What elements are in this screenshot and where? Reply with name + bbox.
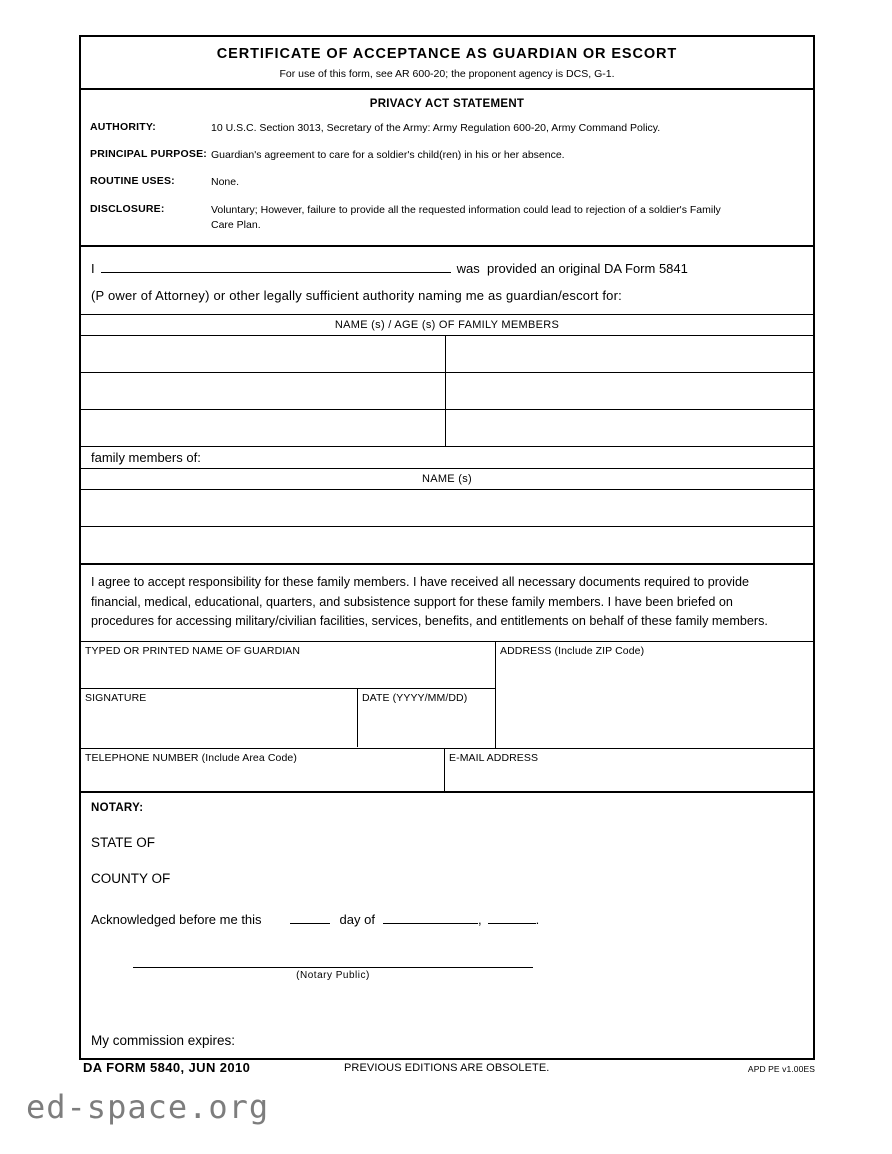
guardian-name-field[interactable] bbox=[81, 642, 495, 689]
table-row bbox=[81, 410, 813, 447]
statement-lead: I bbox=[91, 261, 95, 277]
signature-label: SIGNATURE bbox=[85, 691, 147, 704]
privacy-label-principal-purpose: PRINCIPAL PURPOSE: bbox=[90, 148, 207, 161]
notary-day-input[interactable] bbox=[290, 910, 330, 924]
soldier-name-cell-1[interactable] bbox=[81, 490, 813, 527]
footer-apd-version: APD PE v1.00ES bbox=[747, 1064, 815, 1074]
notary-ack-lead: Acknowledged before me this bbox=[91, 912, 262, 928]
agreement-paragraph: I agree to accept responsibility for these family members. I have received all necessary documents required to provide financial, medical, educational, quarters, and subsistence support for these family members. I have been briefed on procedures for accessing military/civilian facilities, services, benefits, and entitlements on behalf of these family members. bbox=[91, 575, 768, 629]
table-row bbox=[81, 336, 813, 373]
footer-form-id: DA FORM 5840, JUN 2010 bbox=[83, 1060, 251, 1075]
notary-ack-comma: , bbox=[477, 912, 482, 928]
privacy-value-principal-purpose: Guardian's agreement to care for a soldier's child(ren) in his or her absence. bbox=[211, 149, 565, 162]
privacy-act-heading: PRIVACY ACT STATEMENT bbox=[369, 97, 525, 110]
notary-ack-day-label: day of bbox=[339, 912, 375, 928]
signature-field[interactable] bbox=[81, 689, 358, 747]
privacy-label-disclosure: DISCLOSURE: bbox=[90, 202, 165, 215]
privacy-label-routine-uses: ROUTINE USES: bbox=[90, 175, 175, 188]
agreement-section bbox=[81, 565, 813, 642]
form-title: CERTIFICATE OF ACCEPTANCE AS GUARDIAN OR ESCORT bbox=[216, 46, 678, 62]
statement-section bbox=[81, 247, 813, 315]
family-member-name-cell-2[interactable] bbox=[81, 373, 446, 409]
guardian-name-fill-input[interactable] bbox=[101, 258, 451, 273]
da-form-5840-sheet bbox=[79, 35, 815, 1060]
signature-left-column bbox=[81, 642, 496, 749]
notary-ack-period: . bbox=[535, 912, 540, 928]
privacy-row-authority bbox=[81, 121, 813, 136]
family-member-name-cell-1[interactable] bbox=[81, 336, 446, 372]
privacy-row-disclosure bbox=[81, 203, 813, 233]
signature-right-column bbox=[496, 642, 813, 749]
family-members-of-label: family members of: bbox=[81, 447, 813, 469]
family-members-column-header: NAME (s) / AGE (s) OF FAMILY MEMBERS bbox=[81, 315, 813, 336]
telephone-field[interactable] bbox=[81, 749, 445, 791]
notary-county-label: COUNTY OF bbox=[91, 871, 171, 887]
email-label: E-MAIL ADDRESS bbox=[449, 752, 539, 765]
form-header bbox=[81, 37, 813, 90]
privacy-value-routine-uses: None. bbox=[211, 176, 240, 189]
date-field[interactable] bbox=[358, 689, 495, 747]
privacy-act-section bbox=[81, 90, 813, 247]
email-field[interactable] bbox=[445, 749, 813, 791]
statement-line-1 bbox=[81, 258, 813, 276]
address-field[interactable] bbox=[496, 642, 813, 749]
family-member-name-cell-3[interactable] bbox=[81, 410, 446, 446]
privacy-value-disclosure: Voluntary; However, failure to provide all the requested information could lead to rejection of a soldier's Family Care Plan. bbox=[211, 203, 721, 231]
footer-obsolete-note: PREVIOUS EDITIONS ARE OBSOLETE. bbox=[344, 1062, 550, 1074]
privacy-value-authority: 10 U.S.C. Section 3013, Secretary of the Army: Army Regulation 600-20, Army Command Policy. bbox=[211, 121, 661, 134]
notary-month-input[interactable] bbox=[383, 910, 478, 924]
guardian-name-label: TYPED OR PRINTED NAME OF GUARDIAN bbox=[85, 644, 301, 657]
notary-commission-field[interactable] bbox=[81, 1033, 813, 1048]
notary-acknowledgement-line bbox=[81, 910, 813, 927]
notary-signature-input[interactable] bbox=[133, 967, 533, 968]
signature-grid bbox=[81, 642, 813, 749]
notary-county-field[interactable] bbox=[81, 871, 813, 886]
notary-commission-label: My commission expires: bbox=[91, 1033, 236, 1049]
family-member-age-cell-3[interactable] bbox=[446, 410, 813, 446]
notary-state-field[interactable] bbox=[81, 835, 813, 850]
site-watermark: ed-space.org bbox=[26, 1088, 270, 1126]
soldier-name-cell-2[interactable] bbox=[81, 527, 813, 565]
statement-line-2: (P ower of Attorney) or other legally sufficient authority naming me as guardian/escort for: bbox=[91, 288, 622, 304]
statement-after-blank: was provided an original DA Form 5841 bbox=[456, 261, 688, 277]
notary-state-label: STATE OF bbox=[91, 835, 155, 851]
soldier-name-column-header: NAME (s) bbox=[81, 469, 813, 490]
signature-date-strip bbox=[81, 689, 495, 747]
privacy-label-authority: AUTHORITY: bbox=[90, 120, 156, 133]
date-label: DATE (YYYY/MM/DD) bbox=[362, 691, 468, 704]
table-row bbox=[81, 373, 813, 410]
form-footer bbox=[79, 1060, 815, 1078]
contact-grid bbox=[81, 748, 813, 793]
address-label: ADDRESS (Include ZIP Code) bbox=[500, 644, 645, 657]
privacy-row-routine-uses bbox=[81, 175, 813, 190]
telephone-label: TELEPHONE NUMBER (Include Area Code) bbox=[85, 752, 297, 765]
notary-signature-area bbox=[81, 967, 813, 981]
notary-section bbox=[81, 793, 813, 1060]
privacy-row-principal-purpose bbox=[81, 148, 813, 163]
notary-signature-caption: (Notary Public) bbox=[296, 970, 370, 982]
family-member-age-cell-1[interactable] bbox=[446, 336, 813, 372]
notary-year-input[interactable] bbox=[488, 910, 536, 924]
form-subtitle: For use of this form, see AR 600-20; the proponent agency is DCS, G-1. bbox=[279, 68, 615, 81]
notary-heading: NOTARY: bbox=[91, 802, 144, 815]
family-member-age-cell-2[interactable] bbox=[446, 373, 813, 409]
